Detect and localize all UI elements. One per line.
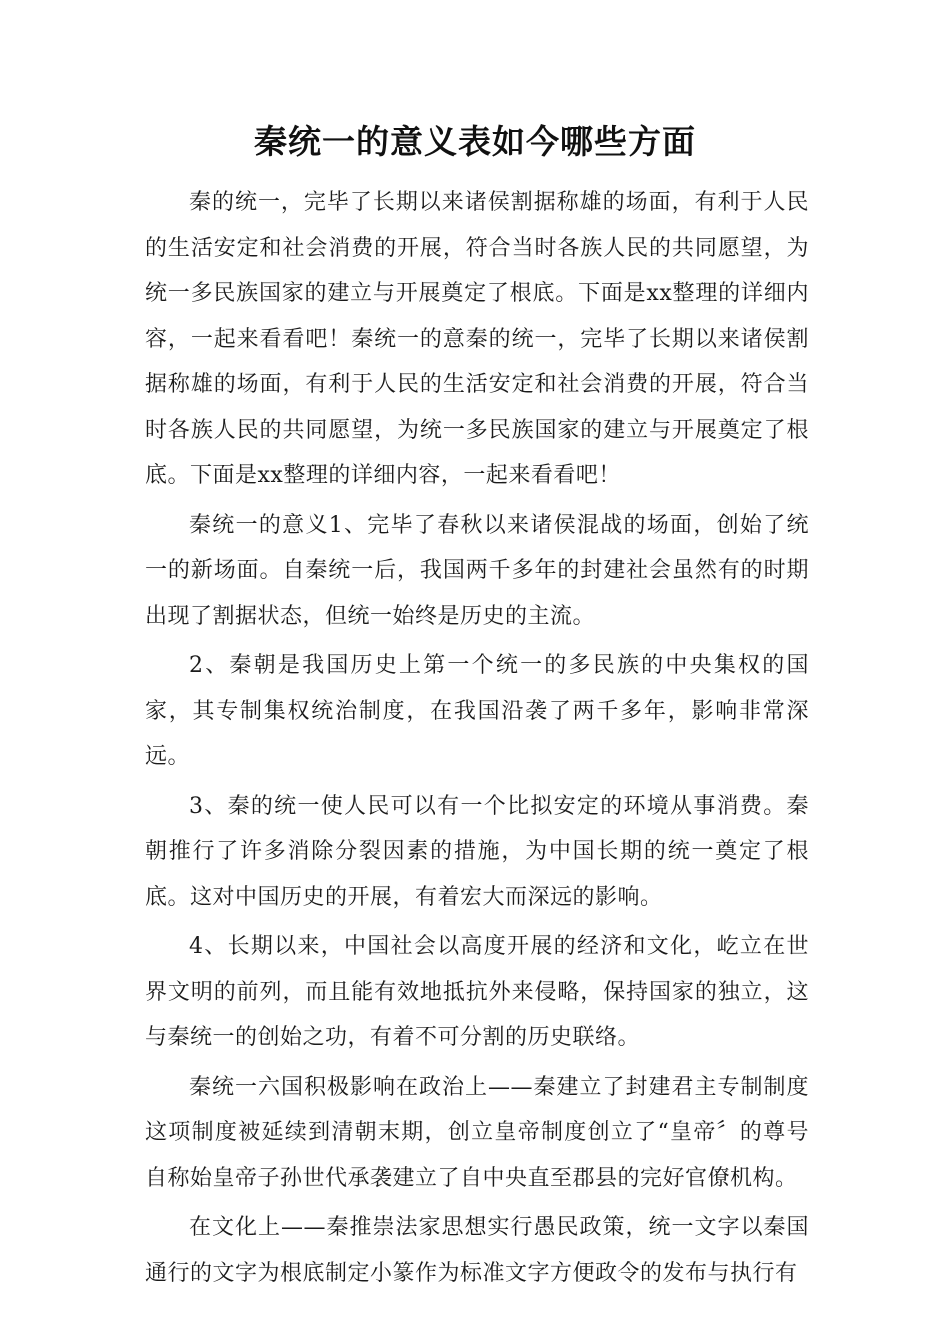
paragraph-culture: 在文化上——秦推崇法家思想实行愚民政策，统一文字以秦国通行的文字为根底制定小篆作为标准文字方便政令的发布与执行有	[145, 1215, 809, 1286]
paragraph-point-1: 秦统一的意义1、完毕了春秋以来诸侯混战的场面，创始了统一的新场面。自秦统一后，我国两千多年的封建社会虽然有的时期出现了割据状态，但统一始终是历史的主流。	[145, 512, 809, 629]
paragraph-point-2: 2、秦朝是我国历史上第一个统一的多民族的中央集权的国家，其专制集权统治制度，在我国沿袭了两千多年，影响非常深远。	[145, 653, 809, 769]
paragraph-politics: 秦统一六国积极影响在政治上——秦建立了封建君主专制制度这项制度被延续到清朝末期，创立皇帝制度创立了“皇帝〞的尊号自称始皇帝子孙世代承袭建立了自中央直至郡县的完好官僚机构。	[145, 1074, 809, 1191]
paragraph-intro: 秦的统一，完毕了长期以来诸侯割据称雄的场面，有利于人民的生活安定和社会消费的开展，符合当时各族人民的共同愿望，为统一多民族国家的建立与开展奠定了根底。下面是xx整理的详细内容，一起来看看吧！秦统一的意秦的统一，完毕了长期以来诸侯割据称雄的场面，有利于人民的生活安定和社会消费的开展，符合当时各族人民的共同愿望，为统一多民族国家的建立与开展奠定了根底。下面是xx整理的详细内容，一起来看看吧！	[145, 190, 809, 488]
paragraph-point-4: 4、长期以来，中国社会以高度开展的经济和文化，屹立在世界文明的前列，而且能有效地抵抗外来侵略，保持国家的独立，这与秦统一的创始之功，有着不可分割的历史联络。	[145, 934, 809, 1050]
paragraph-point-3: 3、秦的统一使人民可以有一个比拟安定的环境从事消费。秦朝推行了许多消除分裂因素的措施，为中国长期的统一奠定了根底。这对中国历史的开展，有着宏大而深远的影响。	[145, 793, 809, 910]
document-body	[145, 180, 809, 1300]
document-title: 秦统一的意义表如今哪些方面	[254, 122, 696, 161]
